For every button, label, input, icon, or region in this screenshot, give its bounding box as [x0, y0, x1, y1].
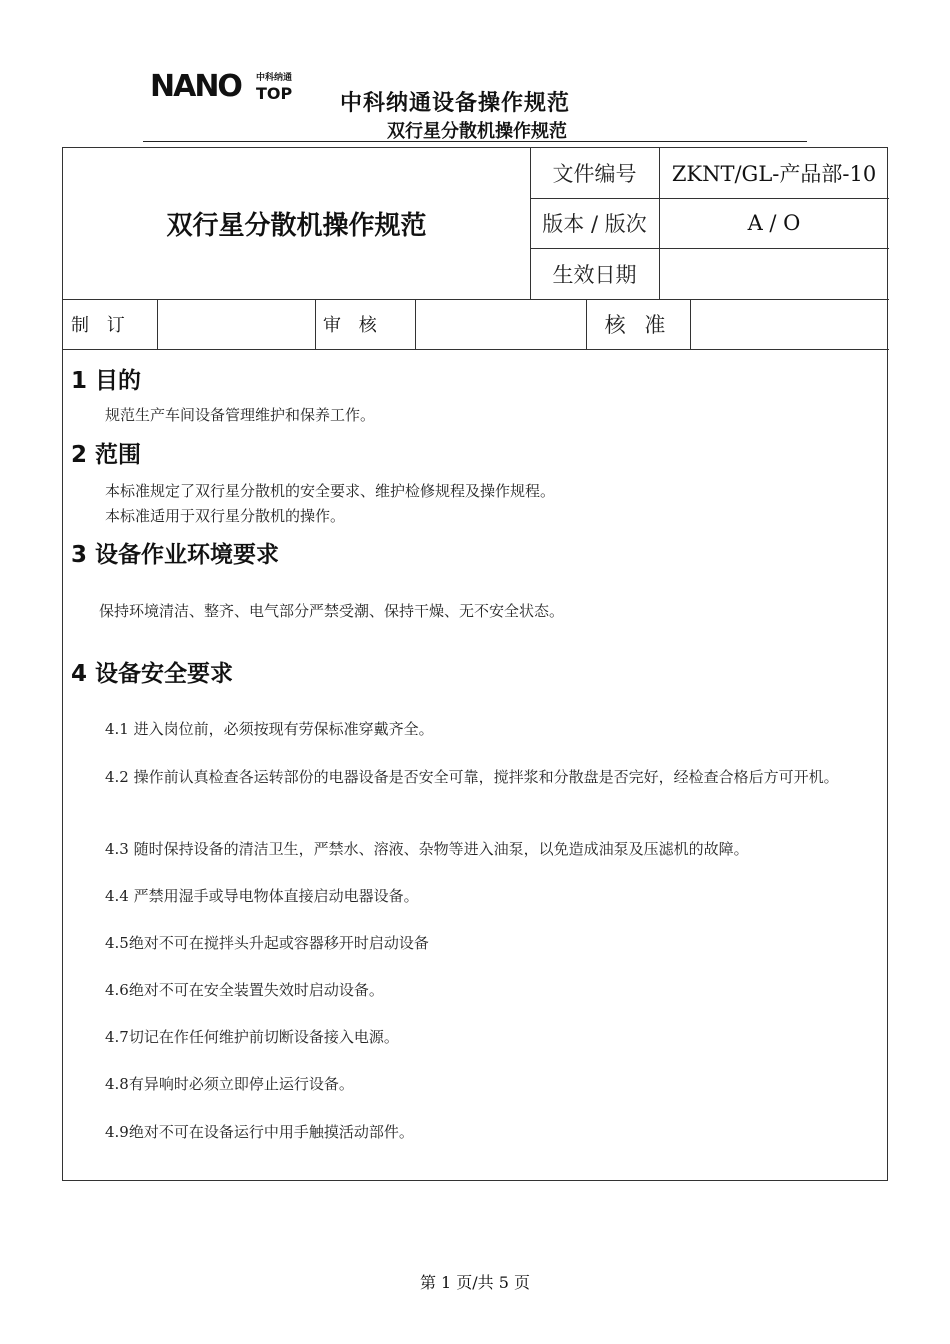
reviewed-by-value [415, 299, 586, 349]
logo-wordmark: NANO [150, 69, 241, 104]
version-label: 版本 / 版次 [542, 212, 647, 236]
list-item: 4.2 操作前认真检查各运转部份的电器设备是否安全可靠，搅拌浆和分散盘是否完好，经检查合格后方可开机。 [105, 768, 839, 786]
file-number-label: 文件编号 [552, 162, 637, 186]
list-item: 4.6绝对不可在安全装置失效时启动设备。 [105, 981, 384, 999]
document-frame [62, 147, 888, 1181]
list-item: 4.3 随时保持设备的清洁卫生，严禁水、溶液、杂物等进入油泵，以免造成油泵及压滤机的故障。 [105, 840, 749, 858]
logo-top-text: TOP [256, 84, 293, 103]
divider [63, 349, 889, 350]
section-text: 规范生产车间设备管理维护和保养工作。 [105, 406, 376, 424]
list-item: 4.1 进入岗位前，必须按现有劳保标准穿戴齐全。 [105, 720, 434, 738]
section-text: 本标准规定了双行星分散机的安全要求、维护检修规程及操作规程。 [105, 482, 556, 500]
file-number-value: ZKNT/GL-产品部-10 [671, 162, 877, 186]
reviewed-by-label: 审 核 [323, 315, 383, 336]
made-by-label: 制 订 [71, 315, 131, 336]
header-subtitle: 双行星分散机操作规范 [387, 121, 567, 142]
header-rule [143, 141, 807, 142]
section-title-environment: 3 设备作业环境要求 [71, 542, 280, 568]
document-title: 双行星分散机操作规范 [166, 211, 427, 241]
approved-by-value [690, 299, 889, 349]
list-item: 4.9绝对不可在设备运行中用手触摸活动部件。 [105, 1123, 414, 1141]
effective-date-label: 生效日期 [552, 262, 637, 287]
list-item: 4.7切记在作任何维护前切断设备接入电源。 [105, 1028, 399, 1046]
approved-by-label: 核 准 [604, 313, 672, 337]
section-text: 保持环境清洁、整齐、电气部分严禁受潮、保持干燥、无不安全状态。 [99, 602, 565, 620]
effective-date-value [659, 248, 889, 299]
list-item: 4.8有异响时必须立即停止运行设备。 [105, 1075, 354, 1093]
list-item: 4.4 严禁用湿手或导电物体直接启动电器设备。 [105, 887, 419, 905]
list-item: 4.5绝对不可在搅拌头升起或容器移开时启动设备 [105, 934, 429, 952]
company-title: 中科纳通设备操作规范 [340, 91, 571, 116]
section-title-safety: 4 设备安全要求 [71, 661, 234, 687]
version-value: A / O [747, 211, 801, 235]
section-text: 本标准适用于双行星分散机的操作。 [105, 507, 346, 525]
page-number: 第 1 页/共 5 页 [419, 1273, 531, 1292]
section-title-scope: 2 范围 [71, 442, 142, 468]
section-title-purpose: 1 目的 [71, 368, 142, 394]
logo-cn-text: 中科纳通 [256, 73, 293, 83]
made-by-value [157, 299, 315, 349]
